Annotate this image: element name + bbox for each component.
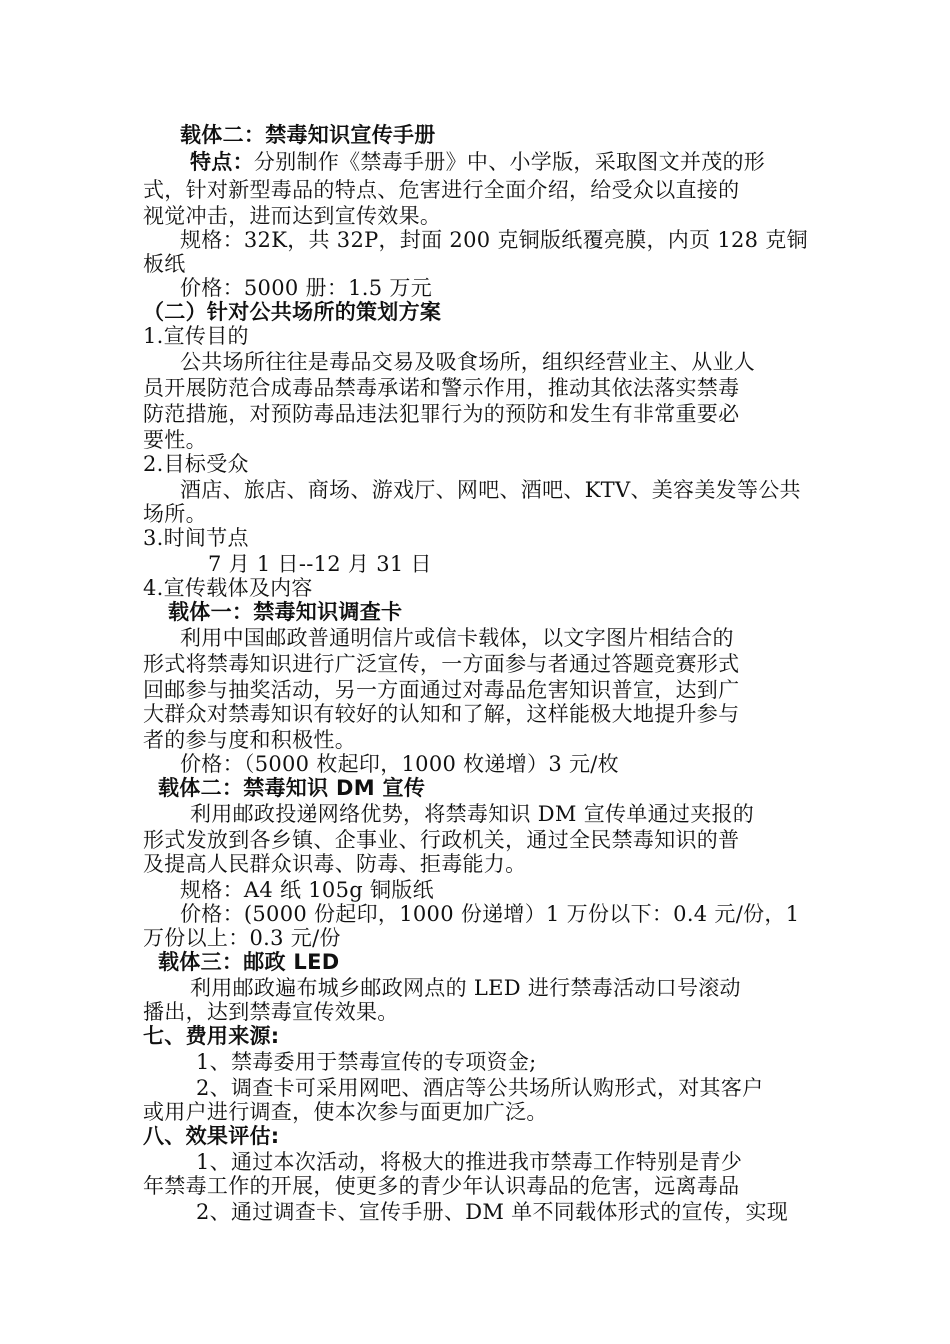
- paragraph-line: 利用邮政遍布城乡邮政网点的 LED 进行禁毒活动口号滚动: [190, 976, 741, 1000]
- section-heading: （二）针对公共场所的策划方案: [143, 300, 442, 324]
- feature-text: 分别制作《禁毒手册》中、小学版，采取图文并茂的形: [253, 150, 766, 174]
- paragraph-line: 场所。: [143, 502, 207, 526]
- paragraph-line: 形式发放到各乡镇、企事业、行政机关，通过全民禁毒知识的普: [143, 828, 740, 852]
- paragraph-line: 及提高人民群众识毒、防毒、拒毒能力。: [143, 852, 527, 876]
- paragraph-line: 员开展防范合成毒品禁毒承诺和警示作用，推动其依法落实禁毒: [143, 376, 740, 400]
- paragraph-line: 视觉冲击，进而达到宣传效果。: [143, 204, 442, 228]
- section-heading-funding: 七、费用来源:: [143, 1024, 280, 1048]
- paragraph-line: 酒店、旅店、商场、游戏厅、网吧、酒吧、KTV、美容美发等公共: [180, 478, 801, 502]
- paragraph-line: 者的参与度和积极性。: [143, 728, 356, 752]
- paragraph-line: [190, 148, 860, 176]
- paragraph-line: 形式将禁毒知识进行广泛宣传，一方面参与者通过答题竞赛形式: [143, 652, 740, 676]
- spec-line: 规格：32K，共 32P，封面 200 克铜版纸覆亮膜，内页 128 克铜: [180, 228, 808, 252]
- paragraph-line: 或用户进行调查，使本次参与面更加广泛。: [143, 1100, 548, 1124]
- paragraph-line: 播出，达到禁毒宣传效果。: [143, 1000, 399, 1024]
- feature-label: 特点：: [190, 150, 254, 174]
- subheading: 1.宣传目的: [143, 324, 249, 348]
- section-heading-evaluation: 八、效果评估:: [143, 1124, 280, 1148]
- paragraph-line: 要性。: [143, 428, 207, 452]
- list-item: 2、通过调查卡、宣传手册、DM 单不同载体形式的宣传，实现: [196, 1200, 789, 1224]
- subheading: 3.时间节点: [143, 526, 249, 550]
- subheading: 4.宣传载体及内容: [143, 576, 313, 600]
- price-line: 价格：(5000 份起印，1000 份递增）1 万份以下：0.4 元/份，1: [180, 902, 800, 926]
- spec-line: 规格：A4 纸 105g 铜版纸: [180, 878, 434, 902]
- price-line: 价格：（5000 枚起印，1000 枚递增）3 元/枚: [180, 752, 619, 776]
- subheading: 2.目标受众: [143, 452, 249, 476]
- list-item: 1、禁毒委用于禁毒宣传的专项资金;: [196, 1050, 537, 1074]
- list-item: 2、调查卡可采用网吧、酒店等公共场所认购形式，对其客户: [196, 1076, 764, 1100]
- paragraph-line: 万份以上：0.3 元/份: [143, 926, 341, 950]
- carrier-one-heading: 载体一：禁毒知识调查卡: [168, 600, 403, 624]
- paragraph-line: 回邮参与抽奖活动，另一方面通过对毒品危害知识普宣，达到广: [143, 678, 740, 702]
- carrier-two-heading: 载体二：禁毒知识宣传手册: [180, 123, 436, 147]
- carrier-three-heading: 载体三：邮政 LED: [158, 950, 340, 974]
- paragraph-line: 式，针对新型毒品的特点、危害进行全面介绍，给受众以直接的: [143, 178, 740, 202]
- paragraph-line: 公共场所往往是毒品交易及吸食场所，组织经营业主、从业人: [180, 350, 756, 374]
- paragraph-line: 年禁毒工作的开展，使更多的青少年认识毒品的危害，远离毒品: [143, 1174, 740, 1198]
- list-item: 1、通过本次活动，将极大的推进我市禁毒工作特别是青少: [196, 1150, 743, 1174]
- paragraph-line: 防范措施，对预防毒品违法犯罪行为的预防和发生有非常重要必: [143, 402, 740, 426]
- paragraph-line: 大群众对禁毒知识有较好的认知和了解，这样能极大地提升参与: [143, 702, 740, 726]
- paragraph-line: 板纸: [143, 252, 186, 276]
- price-line: 价格：5000 册：1.5 万元: [180, 276, 432, 300]
- date-range: 7 月 1 日--12 月 31 日: [208, 552, 432, 576]
- carrier-two-dm-heading: 载体二：禁毒知识 DM 宣传: [158, 776, 426, 800]
- paragraph-line: 利用邮政投递网络优势，将禁毒知识 DM 宣传单通过夹报的: [190, 802, 755, 826]
- paragraph-line: 利用中国邮政普通明信片或信卡载体，以文字图片相结合的: [180, 626, 734, 650]
